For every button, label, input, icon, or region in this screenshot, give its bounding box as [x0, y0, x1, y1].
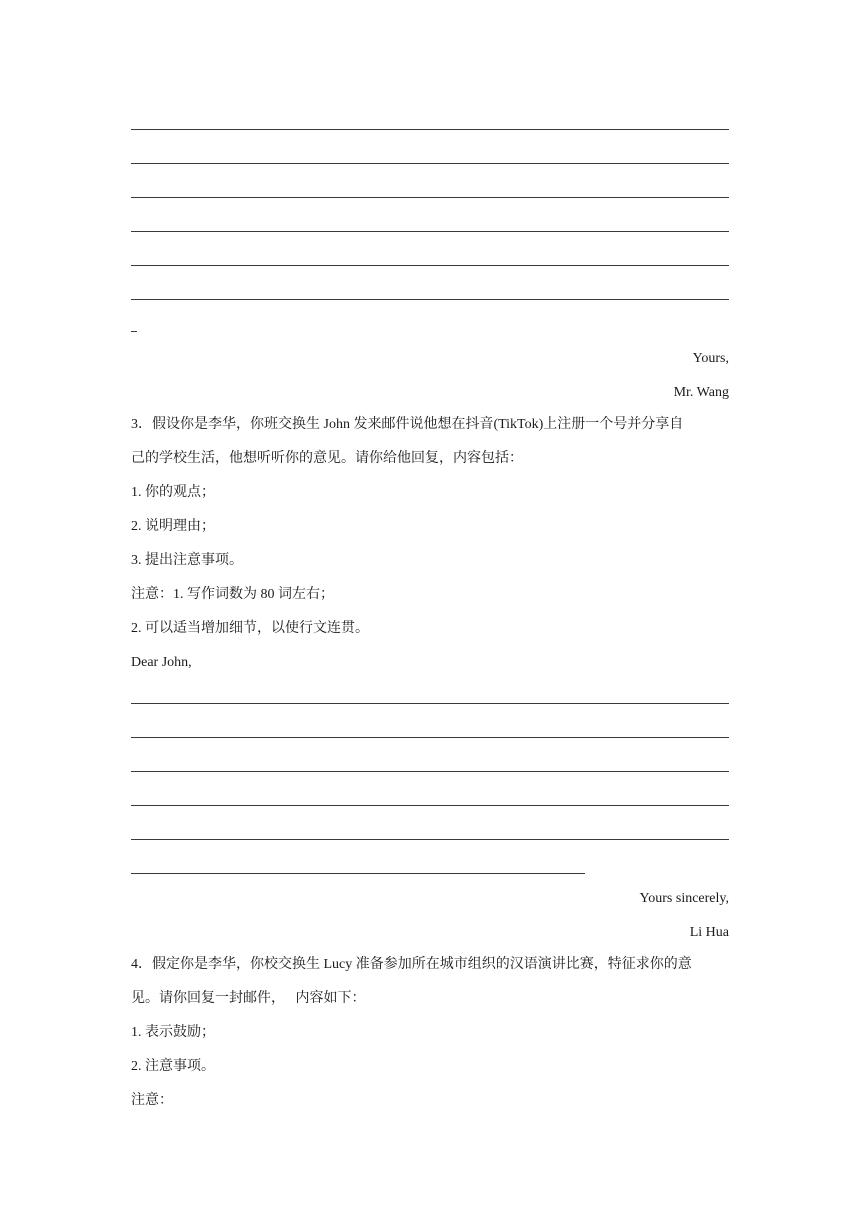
writing-line[interactable] [131, 129, 729, 130]
writing-line[interactable] [131, 805, 729, 806]
q3-prompt-line2: 己的学校生活，他想听听你的意见。请你给他回复，内容包括： [131, 451, 523, 466]
writing-line[interactable] [131, 299, 729, 300]
q3-item3: 3. 提出注意事项。 [131, 553, 243, 568]
q4-item2: 2. 注意事项。 [131, 1059, 215, 1074]
q3-note1: 注意：1. 写作词数为 80 词左右； [131, 587, 334, 602]
letter-closing: Yours, [692, 351, 729, 366]
writing-line[interactable] [131, 197, 729, 198]
q3-prompt-line1: 3．假设你是李华，你班交换生 John 发来邮件说他想在抖音(TikTok)上注册一个号并分享自 [131, 417, 684, 432]
writing-line-tail[interactable] [131, 331, 137, 332]
writing-line[interactable] [131, 231, 729, 232]
writing-line[interactable] [131, 737, 729, 738]
q4-prompt [131, 948, 731, 1118]
q3-prompt [131, 408, 731, 680]
q3-closing: Yours sincerely, [639, 891, 729, 906]
q4-note: 注意： [131, 1093, 173, 1108]
q4-prompt-line2: 见。请你回复一封邮件， 内容如下： [131, 991, 366, 1006]
q3-item1: 1. 你的观点； [131, 485, 215, 500]
writing-line[interactable] [131, 703, 729, 704]
letter-signature: Mr. Wang [673, 385, 729, 400]
writing-line[interactable] [131, 265, 729, 266]
q4-prompt-line1: 4．假定你是李华，你校交换生 Lucy 准备参加所在城市组织的汉语演讲比赛，特征求你的意 [131, 957, 692, 972]
writing-line[interactable] [131, 873, 585, 874]
q4-item1: 1. 表示鼓励； [131, 1025, 215, 1040]
q3-salutation: Dear John, [131, 655, 192, 670]
q3-note2: 2. 可以适当增加细节，以使行文连贯。 [131, 621, 369, 636]
writing-line[interactable] [131, 163, 729, 164]
q3-item2: 2. 说明理由； [131, 519, 215, 534]
writing-line[interactable] [131, 771, 729, 772]
writing-line[interactable] [131, 839, 729, 840]
q3-signature: Li Hua [689, 925, 729, 940]
